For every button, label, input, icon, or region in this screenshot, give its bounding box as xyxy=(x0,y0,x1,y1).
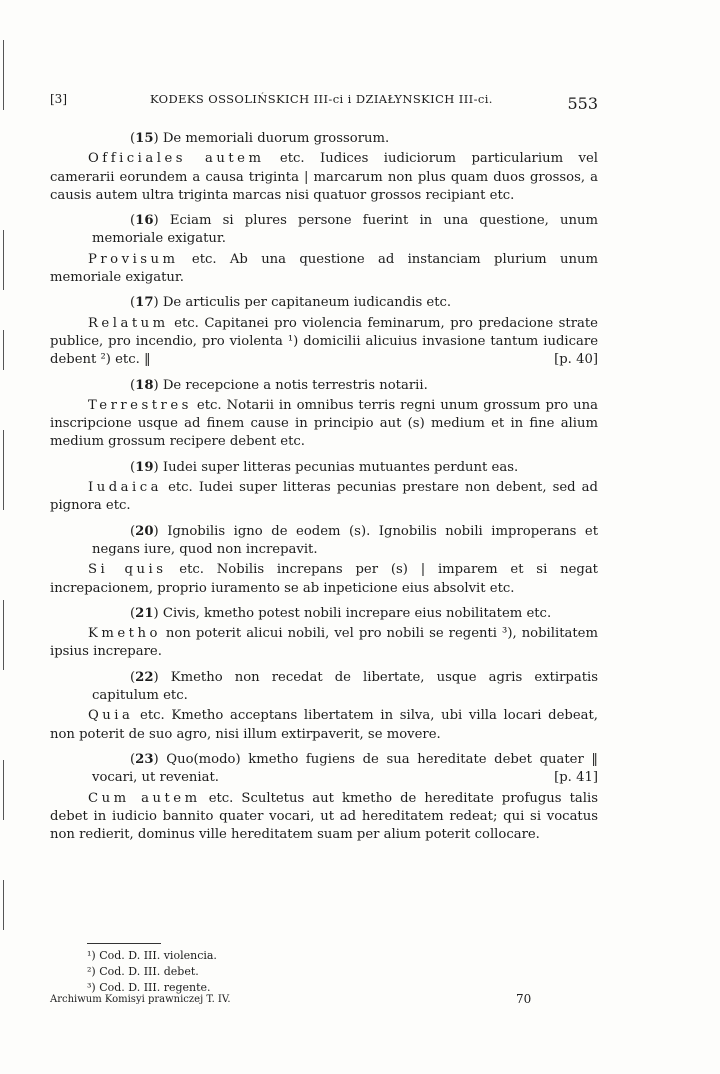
sheet-number: 70 xyxy=(516,992,532,1006)
section-heading-text: Iudei super litteras pecunias mutuantes perdunt eas. xyxy=(162,459,519,475)
section-number: 16 xyxy=(135,213,154,229)
section-heading: (15) De memoriali duorum grossorum. xyxy=(130,131,390,146)
footnote: ¹) Cod. D. III. violencia. xyxy=(87,949,217,962)
footnote-rule xyxy=(87,943,161,944)
header-title: KODEKS OSSOLIŃSKICH III-ci i DZIAŁYNSKICH III-ci. xyxy=(150,92,493,106)
section-body-text: etc. Nobilis increpans per (s) | imparem et si negat increpacionem, proprio iuramento se ab inpeticione eius absolvit etc. xyxy=(50,562,598,596)
section-body-text: etc. Notarii in omnibus terris regni unum grossum pro una inscripcione usque ad finem cause in principio aut (s) medium et in fine alium medium grossum recipere debent etc. xyxy=(50,397,598,450)
section-body-text: etc. Iudices iudiciorum particularium vel camerarii eorundem a causa triginta | marcarum non plus quam duos grossos, a causis autem ultra triginta marcas nisi quatuor grossos recipiant etc. xyxy=(50,151,598,203)
section-heading: (20) Ignobilis igno de eodem (s). Ignobilis nobili improperans et negans iure, quod non increpavit. xyxy=(92,523,598,557)
section-body-text: etc. Capitanei pro violencia feminarum, pro predacione strate publice, pro incendio, pro violenta ¹) domicilii alicuius invasione tantum iudicare debent ²) etc. ‖ xyxy=(50,315,598,368)
section-heading-text: De memoriali duorum grossorum. xyxy=(162,131,390,146)
scan-margin-mark xyxy=(3,760,4,820)
running-header xyxy=(50,92,598,116)
section-number: 21 xyxy=(135,605,154,621)
section-number: 17 xyxy=(135,295,154,311)
section-number: 22 xyxy=(135,669,154,685)
section-incipit: Provisum xyxy=(88,251,179,267)
section-body xyxy=(50,625,598,662)
section-body xyxy=(50,479,598,516)
section-heading: (21) Civis, kmetho potest nobili increpare eius nobilitatem etc. xyxy=(130,605,552,621)
section-body-text: etc. Iudei super litteras pecunias prestare non debent, sed ad pignora etc. xyxy=(50,480,598,514)
footnote: ³) Cod. D. III. regente. xyxy=(87,981,211,994)
section-heading-text: Quo(modo) kmetho fugiens de sua hereditate debet quater ‖ vocari, ut reveniat. xyxy=(92,751,598,786)
section-body-text: etc. Kmetho acceptans libertatem in silva, ubi villa locari debeat, non poterit de suo agro, nisi illum extirpaverit, se movere. xyxy=(50,708,598,742)
page-number: 553 xyxy=(567,94,598,113)
header-left-mark: [3] xyxy=(50,92,67,106)
section-body xyxy=(50,561,598,598)
section-body xyxy=(50,790,598,845)
section-body-text: etc. Ab una questione ad instanciam plurium unum memoriale exigatur. xyxy=(50,251,598,286)
footnotes xyxy=(50,943,598,996)
footnote: ²) Cod. D. III. debet. xyxy=(87,965,199,978)
section-body xyxy=(50,251,598,288)
section-incipit: Iudaica xyxy=(88,480,162,496)
page-reference: [p. 41] xyxy=(554,770,598,786)
section-incipit: Si quis xyxy=(88,562,167,578)
scan-margin-mark xyxy=(3,230,4,290)
section-heading-text: Kmetho non recedat de libertate, usque agris extirpatis capitulum etc. xyxy=(92,669,598,704)
section-number: 20 xyxy=(135,523,154,539)
section-body xyxy=(50,315,598,370)
scan-margin-mark xyxy=(3,600,4,670)
scan-margin-mark xyxy=(3,880,4,930)
scan-margin-mark xyxy=(3,330,4,370)
section-heading-text: De recepcione a notis terrestris notarii. xyxy=(162,377,428,393)
section-incipit: Kmetho xyxy=(88,626,161,642)
section-body xyxy=(50,707,598,744)
section-number: 15 xyxy=(135,131,154,146)
section-heading: (19) Iudei super litteras pecunias mutuantes perdunt eas. xyxy=(130,459,519,475)
section-body-text: etc. Scultetus aut kmetho de hereditate profugus talis debet in iudicio bannito quater vocari, ut ad hereditatem redeat; qui si vocatus non redierit, dominus ville hereditatem suam per alium poterit collocare. xyxy=(50,790,599,843)
section-incipit: Cum autem xyxy=(88,790,201,806)
section-heading: (23) Quo(modo) kmetho fugiens de sua hereditate debet quater ‖ vocari, ut reveniat. [p. 41] xyxy=(50,751,598,788)
section-incipit: Quia xyxy=(88,708,134,724)
scan-margin-mark xyxy=(3,430,4,510)
page-reference: [p. 40] xyxy=(554,352,598,368)
section-number: 19 xyxy=(135,459,154,475)
section-heading: (17) De articulis per capitaneum iudicandis etc. xyxy=(130,295,452,311)
section-heading-text: Ignobilis igno de eodem (s). Ignobilis nobili improperans et negans iure, quod non increpavit. xyxy=(92,523,598,557)
section-body-text: non poterit alicui nobili, vel pro nobili se regenti ³), nobilitatem ipsius increpare. xyxy=(50,626,598,660)
section-number: 23 xyxy=(135,751,154,767)
section-heading-text: Eciam si plures persone fuerint in una questione, unum memoriale exigatur. xyxy=(92,213,598,247)
signature-line: Archiwum Komisyi prawniczej T. IV. xyxy=(50,994,231,1005)
scan-margin-mark xyxy=(3,40,4,110)
section-body xyxy=(50,150,598,205)
section-heading-text: Civis, kmetho potest nobili increpare eius nobilitatem etc. xyxy=(162,605,552,621)
section-heading: (16) Eciam si plures persone fuerint in una questione, unum memoriale exigatur. xyxy=(92,213,598,247)
section-incipit: Officiales autem xyxy=(88,151,265,167)
main-text xyxy=(50,130,598,844)
section-heading: (22) Kmetho non recedat de libertate, usque agris extirpatis capitulum etc. xyxy=(92,669,598,704)
section-incipit: Relatum xyxy=(88,315,169,331)
section-heading: (18) De recepcione a notis terrestris notarii. xyxy=(130,377,428,393)
section-incipit: Terrestres xyxy=(88,397,192,413)
section-number: 18 xyxy=(135,377,154,393)
section-body xyxy=(50,397,598,452)
section-heading-text: De articulis per capitaneum iudicandis etc. xyxy=(162,295,452,311)
